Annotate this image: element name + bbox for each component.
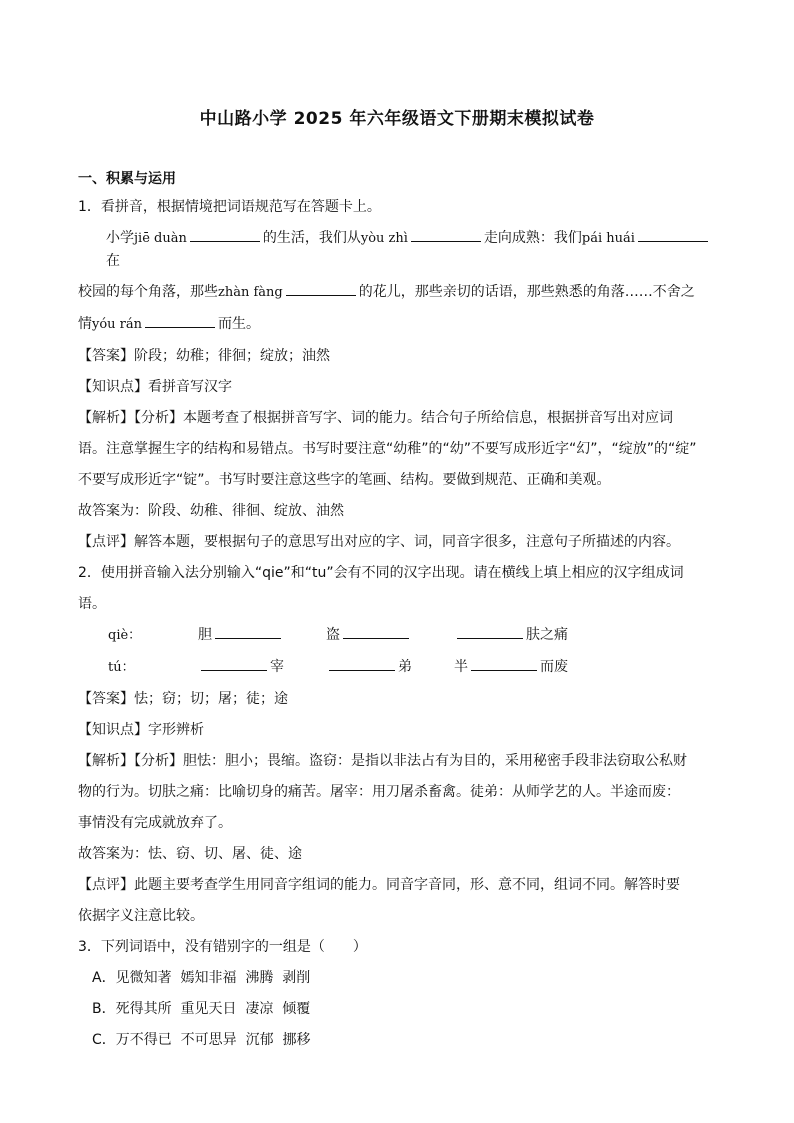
analysis-line-3: 不要写成形近字“锭”。书写时要注意这些字的笔画、结构。要做到规范、正确和美观。	[78, 472, 611, 488]
answer-blank[interactable]	[343, 624, 409, 639]
option-a[interactable]: A．见微知著 嫣知非福 沸腾 剥削	[92, 970, 311, 986]
answer-blank[interactable]	[190, 227, 260, 242]
answer-line: 【答案】怯；窃；切；屠；徒；途	[78, 691, 288, 707]
exam-content	[78, 168, 720, 1051]
analysis-line-2: 物的行为。切肤之痛：比喻切身的痛苦。屠宰：用刀屠杀畜禽。徒弟：从师学艺的人。半途而废：	[78, 784, 680, 800]
section-heading: 一、积累与运用	[78, 171, 176, 187]
answer-blank[interactable]	[145, 313, 215, 328]
question-2-row-tu: tú： 宰 弟 半 而废	[78, 656, 720, 679]
question-2-row-qie: qiè： 胆 盗 肤之痛	[78, 624, 720, 647]
answer-blank[interactable]	[286, 281, 356, 296]
comment-line: 【点评】解答本题，要根据句子的意思写出对应的字、词，同音字很多，注意句子所描述的内容。	[78, 534, 680, 550]
conclusion-line: 故答案为：怯、窃、切、屠、徒、途	[78, 846, 302, 862]
analysis-line-1: 【解析】【分析】胆怯：胆小；畏缩。盗窃：是指以非法占有为目的，采用秘密手段非法窃取公私财	[78, 753, 687, 769]
option-b[interactable]: B．死得其所 重见天日 凄凉 倾覆	[92, 1001, 311, 1017]
option-c[interactable]: C．万不得已 不可思异 沉郁 挪移	[92, 1032, 311, 1048]
conclusion-line: 故答案为：阶段、幼稚、徘徊、绽放、油然	[78, 503, 344, 519]
analysis-line-2: 语。注意掌握生字的结构和易错点。书写时要注意“幼稚”的“幼”不要写成形近字“幻”，“绽放”的“绽”	[78, 441, 697, 457]
answer-blank[interactable]	[457, 624, 523, 639]
question-2-stem-line-1: 2．使用拼音输入法分别输入“qie”和“tu”会有不同的汉字出现。请在横线上填上相应的汉字组成词	[78, 565, 684, 581]
question-1-passage-line-3: 情yóu rán 而生。	[78, 313, 720, 336]
pinyin-hint: jiē duàn	[134, 231, 187, 246]
analysis-line-1: 【解析】【分析】本题考查了根据拼音写字、词的能力。结合句子所给信息，根据拼音写出对应词	[78, 410, 673, 426]
answer-blank[interactable]	[411, 227, 481, 242]
answer-blank[interactable]	[215, 624, 281, 639]
comment-line-2: 依据字义注意比较。	[78, 908, 204, 924]
question-1-passage-line-1: 小学jiē duàn 的生活，我们从yòu zhì 走向成熟：我们pái huái在	[78, 227, 720, 272]
answer-blank[interactable]	[201, 656, 267, 671]
question-1-stem: 1．看拼音，根据情境把词语规范写在答题卡上。	[78, 199, 381, 215]
question-2-stem-line-2: 语。	[78, 596, 106, 612]
answer-blank[interactable]	[638, 227, 708, 242]
question-1-passage-line-2: 校园的每个角落，那些zhàn fàng 的花儿，那些亲切的话语，那些熟悉的角落……不舍之	[78, 281, 720, 304]
pinyin-hint: yòu zhì	[360, 231, 408, 246]
answer-blank[interactable]	[471, 656, 537, 671]
question-3-stem: 3．下列词语中，没有错别字的一组是（ ）	[78, 939, 367, 955]
page-title: 中山路小学 2025 年六年级语文下册期末模拟试卷	[199, 109, 595, 129]
answer-blank[interactable]	[329, 656, 395, 671]
knowledge-point-line: 【知识点】看拼音写汉字	[78, 379, 232, 395]
comment-line-1: 【点评】此题主要考查学生用同音字组词的能力。同音字音同，形、意不同，组词不同。解答时要	[78, 877, 680, 893]
pinyin-hint: yóu rán	[92, 317, 143, 332]
answer-line: 【答案】阶段；幼稚；徘徊；绽放；油然	[78, 348, 330, 364]
row-label: tú：	[108, 660, 135, 675]
row-label: qiè：	[108, 628, 142, 643]
pinyin-hint: pái huái	[581, 231, 635, 246]
pinyin-hint: zhàn fàng	[218, 285, 283, 300]
analysis-line-3: 事情没有完成就放弃了。	[78, 815, 232, 831]
knowledge-point-line: 【知识点】字形辨析	[78, 722, 204, 738]
